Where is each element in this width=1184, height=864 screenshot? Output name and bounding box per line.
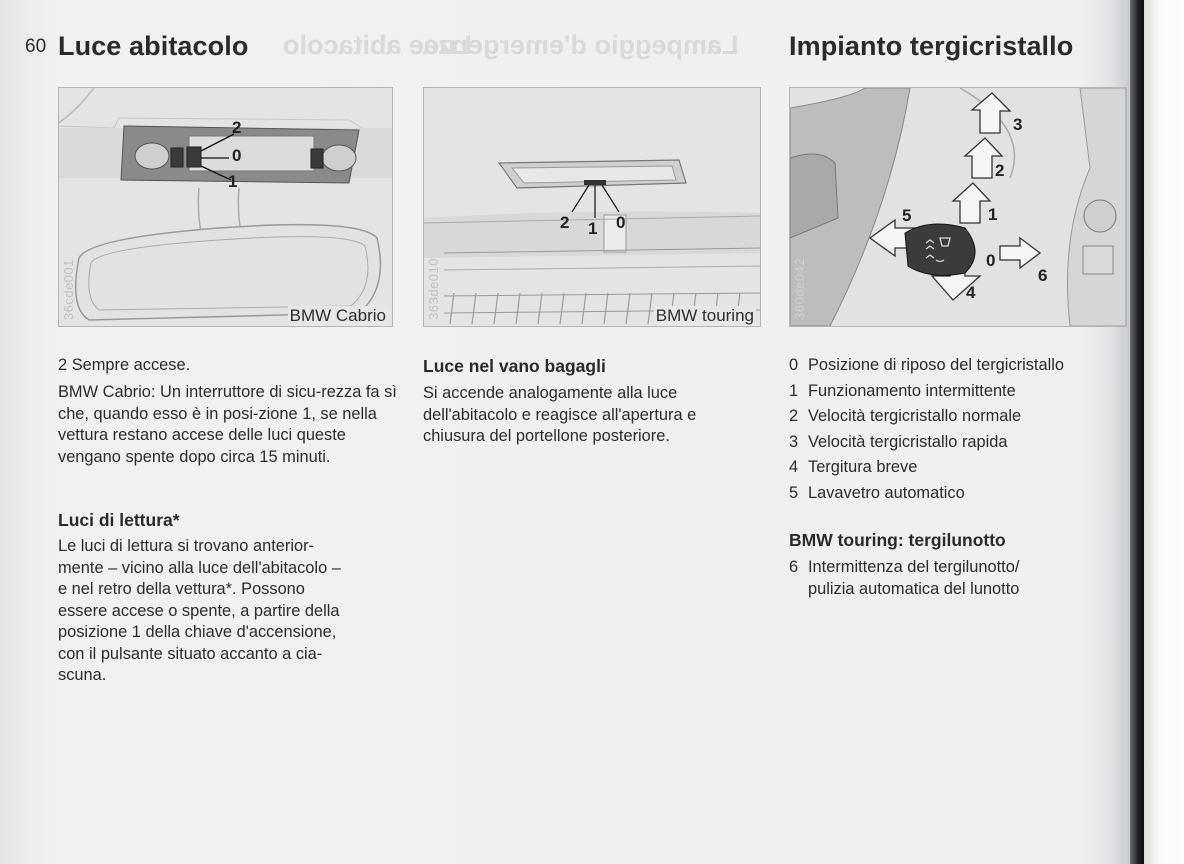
callout-1: 1	[988, 205, 998, 224]
showthrough-title-1: Luce abitacolo	[283, 30, 473, 60]
position-2-note	[58, 355, 408, 377]
section-heading-reading-lights: Luci di lettura*	[58, 510, 180, 530]
figure-code: 360de042	[792, 258, 807, 320]
list-item: 2 Velocità tergicristallo normale	[789, 407, 1022, 425]
cabrio-paragraph: BMW Cabrio: Un interruttore di sicu-rezza fa sì che, quando esso è in posi-zione 1, se nella vettura restano accese delle luci queste vengano spente dopo circa 15 minuti.	[58, 383, 397, 466]
callout-0: 0	[616, 213, 626, 232]
next-page-edge	[1144, 0, 1184, 864]
callout-6: 6	[1038, 266, 1048, 285]
callout-1: 1	[588, 219, 598, 238]
page-number: 60	[25, 36, 47, 57]
list-item: 3 Velocità tergicristallo rapida	[789, 432, 1008, 451]
paragraph-line: Le luci di lettura si trovano anterior-	[58, 537, 314, 555]
callout-2: 2	[995, 161, 1005, 180]
figure-touring-luggage-light	[423, 87, 761, 327]
figure-cabrio-interior-light	[58, 87, 393, 327]
paragraph-line: mente – vicino alla luce dell'abitacolo –	[58, 558, 341, 577]
figure-wiper-stalk	[789, 87, 1127, 327]
paragraph-line: Si accende analogamente alla luce	[423, 384, 678, 402]
figure-caption: BMW Cabrio	[289, 306, 386, 325]
callout-2: 2	[232, 118, 242, 137]
list-item: 5 Lavavetro automatico	[789, 483, 965, 502]
paragraph-line: dell'abitacolo e reagisce all'apertura e	[423, 405, 697, 424]
page-title-left: Luce abitacolo	[58, 31, 249, 61]
touring-light-illustration	[424, 88, 760, 326]
paragraph-line: scuna.	[58, 666, 107, 684]
book-binding	[1130, 0, 1144, 864]
showthrough-title-2: Lampeggio d'emergenza	[423, 30, 739, 60]
section-heading-luggage-light: Luce nel vano bagagli	[423, 356, 606, 376]
wiper-positions-list	[789, 355, 1129, 508]
list-item: 1 Funzionamento intermittente	[789, 381, 1016, 400]
paragraph-line: posizione 1 della chiave d'accensione,	[58, 623, 337, 641]
callout-1: 1	[228, 172, 238, 191]
rear-wiper-list	[789, 557, 1129, 604]
figure-code: 363de010	[426, 258, 441, 320]
luggage-light-paragraph	[423, 383, 778, 448]
paragraph-line: con il pulsante situato accanto a cia-	[58, 644, 323, 663]
paragraph-line: e nel retro della vettura*. Possono	[58, 580, 305, 598]
list-item: 0 Posizione di riposo del tergicristallo	[789, 356, 1064, 374]
callout-0: 0	[232, 146, 242, 165]
figure-code: 36cde001	[61, 258, 76, 320]
callout-5: 5	[902, 206, 912, 225]
wiper-stalk-illustration	[790, 88, 1126, 326]
page-title-right: Impianto tergicristallo	[789, 31, 1074, 61]
paragraph-line: chiusura del portellone posteriore.	[423, 427, 670, 445]
section-heading-rear-wiper: BMW touring: tergilunotto	[789, 530, 1006, 550]
cabrio-light-illustration	[59, 88, 392, 326]
item-number: 2	[58, 356, 68, 374]
item-text: Sempre accese.	[71, 356, 191, 374]
callout-0: 0	[986, 251, 996, 270]
callout-4: 4	[966, 283, 976, 302]
callout-3: 3	[1013, 115, 1023, 134]
figure-caption: BMW touring	[655, 306, 754, 325]
list-item: 4 Tergitura breve	[789, 458, 918, 476]
reading-lights-paragraph	[58, 536, 413, 687]
list-item: 6 Intermittenza del tergilunotto/ pulizia automatica del lunotto	[789, 558, 1020, 598]
paragraph-line: essere accese o spente, a partire della	[58, 601, 340, 620]
callout-2: 2	[560, 213, 570, 232]
